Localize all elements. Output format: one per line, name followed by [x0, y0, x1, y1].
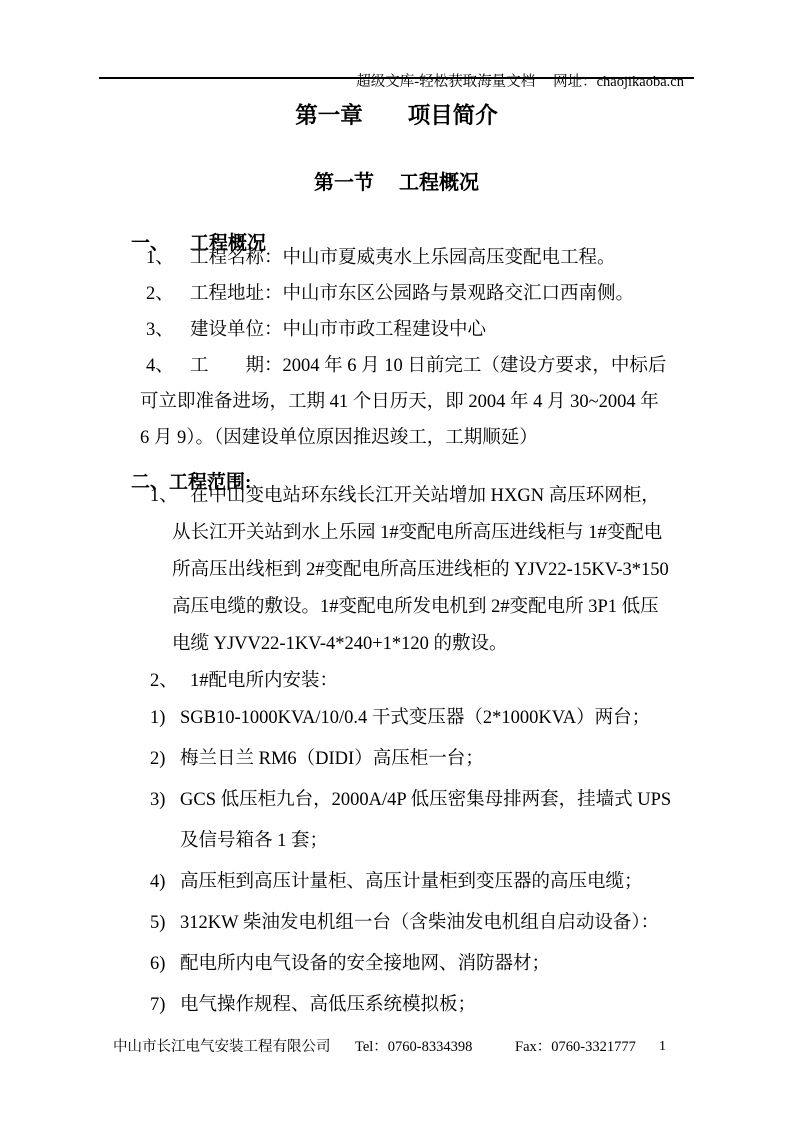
header-site-url: 网址：chaojikaoba.cn: [553, 74, 684, 90]
list-item-text: 工程名称：中山市夏威夷水上乐园高压变配电工程。: [190, 248, 616, 268]
list-item-number: 1、: [150, 486, 178, 506]
list-item-number: 4、: [146, 356, 174, 376]
list-item-number: 5): [150, 913, 166, 933]
list-item: [0, 348, 793, 384]
list-item-text: GCS 低压柜九台，2000A/4P 低压密集母排两套，挂墙式 UPS: [180, 790, 672, 810]
chapter-title: 第一章 项目简介: [295, 103, 498, 128]
list-item-number: 2、: [146, 284, 174, 304]
list-item-continuation: 电缆 YJVV22-1KV-4*240+1*120 的敷设。: [172, 634, 508, 654]
list-item: [0, 944, 793, 985]
footer-page-number: 1: [659, 1039, 666, 1054]
list-item: [0, 663, 793, 700]
header-site-text: 超级文库-轻松获取海量文档: [356, 74, 536, 90]
list-item-number: 1、: [146, 248, 174, 268]
scope-list: [0, 478, 793, 700]
list-item-continuation: 可立即准备进场，工期 41 个日历天，即 2004 年 4 月 30~2004 年: [140, 392, 659, 412]
list-item-text: 工 期：2004 年 6 月 10 日前完工（建设方要求，中标后: [190, 356, 667, 376]
list-item: [0, 240, 793, 276]
list-item-number: 3、: [146, 320, 174, 340]
footer-fax: Fax：0760-3321777: [515, 1039, 636, 1055]
footer-company-name: 中山市长江电气安装工程有限公司: [113, 1039, 331, 1055]
list-item-number: 2): [150, 749, 166, 769]
list-item-text: SGB10-1000KVA/10/0.4 干式变压器（2*1000KVA）两台；: [180, 708, 651, 728]
list-item-text: 312KW 柴油发电机组一台（含柴油发电机组自启动设备）：: [180, 913, 660, 933]
list-item: [0, 862, 793, 903]
list-item-text: 电气操作规程、高低压系统模拟板；: [180, 995, 477, 1015]
list-item: [0, 903, 793, 944]
list-item: [0, 276, 793, 312]
heading-overview-title: 工程概况: [190, 233, 267, 254]
list-item-text: 建设单位：中山市市政工程建设中心: [190, 320, 487, 340]
page-footer: [0, 1036, 793, 1058]
list-item-continuation: 高压电缆的敷设。1#变配电所发电机到 2#变配电所 3P1 低压: [172, 597, 659, 617]
list-item-text: 工程地址：中山市东区公园路与景观路交汇口西南侧。: [190, 284, 635, 304]
list-item-continuation: 所高压出线柜到 2#变配电所高压进线柜的 YJV22-15KV-3*150: [172, 560, 669, 580]
scope-sub-list: [0, 698, 793, 1026]
heading-overview-number: 一、: [131, 233, 170, 254]
list-item-number: 3): [150, 790, 166, 810]
heading-scope-number: 二、: [131, 472, 170, 493]
list-item-text: 梅兰日兰 RM6（DIDI）高压柜一台；: [180, 749, 484, 769]
list-item-number: 7): [150, 995, 166, 1015]
list-item: [0, 985, 793, 1026]
list-item-number: 4): [150, 872, 166, 892]
list-item: [0, 478, 793, 515]
list-item-text: 1#配电所内安装：: [190, 671, 339, 691]
list-item-continuation: 6 月 9）。（因建设单位原因推迟竣工，工期顺延）: [140, 428, 538, 448]
list-item: [0, 780, 793, 821]
footer-tel: Tel：0760-8334398: [355, 1039, 473, 1055]
overview-list: [0, 240, 793, 456]
list-item: [0, 698, 793, 739]
list-item: [0, 739, 793, 780]
list-item-text: 配电所内电气设备的安全接地网、消防器材；: [180, 954, 551, 974]
list-item-text: 在中山变电站环东线长江开关站增加 HXGN 高压环网柜，: [190, 486, 660, 506]
list-item-number: 6): [150, 954, 166, 974]
list-item-continuation: 及信号箱各 1 套；: [180, 831, 329, 851]
list-item: [0, 312, 793, 348]
list-item-number: 2、: [150, 671, 178, 691]
list-item-text: 高压柜到高压计量柜、高压计量柜到变压器的高压电缆；: [180, 872, 643, 892]
list-item-number: 1): [150, 708, 166, 728]
list-item-continuation: 从长江开关站到水上乐园 1#变配电所高压进线柜与 1#变配电: [172, 523, 663, 543]
heading-scope-title: 工程范围:: [169, 472, 252, 493]
section-title: 第一节 工程概况: [314, 172, 479, 194]
header-rule: [99, 77, 694, 79]
